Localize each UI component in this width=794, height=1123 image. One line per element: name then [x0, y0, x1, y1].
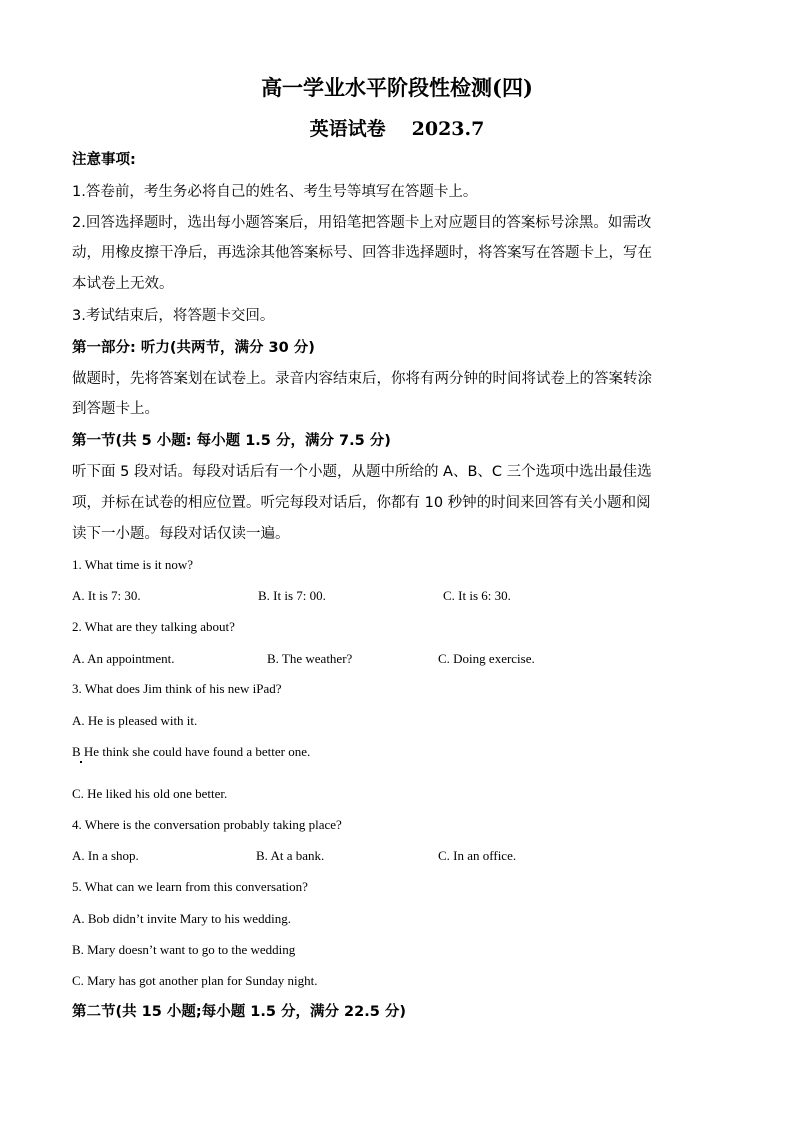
section1-instruction-line-1: 听下面 5 段对话。每段对话后有一个小题，从题中所给的 A、B、C 三个选项中选出最佳选: [72, 464, 652, 480]
notes-item-2-line-1: 2.回答选择题时，选出每小题答案后，用铅笔把答题卡上对应题目的答案标号涂黑。如需改: [72, 215, 652, 231]
q5-option-a: A. Bob didn’t invite Mary to his wedding.: [72, 911, 291, 926]
notes-item-3: 3.考试结束后，将答题卡交回。: [72, 308, 275, 324]
q3-option-c: C. He liked his old one better.: [72, 786, 228, 801]
q2-option-a: A. An appointment.: [72, 651, 175, 666]
notes-item-2-line-3: 本试卷上无效。: [72, 276, 174, 292]
notes-item-1: 1.答卷前，考生务必将自己的姓名、考生号等填写在答题卡上。: [72, 184, 478, 200]
section1-heading: 第一节(共 5 小题: 每小题 1.5 分，满分 7.5 分): [72, 433, 391, 449]
q2-option-c: C. Doing exercise.: [438, 651, 535, 666]
part1-instruction-line-2: 到答题卡上。: [72, 401, 159, 417]
section1-instruction-line-3: 读下一小题。每段对话仅读一遍。: [72, 526, 290, 542]
notes-heading: 注意事项:: [72, 152, 136, 168]
q4-option-c: C. In an office.: [438, 848, 517, 863]
question-3: 3. What does Jim think of his new iPad?: [72, 681, 282, 696]
part1-instruction-line-1: 做题时，先将答案划在试卷上。录音内容结束后，你将有两分钟的时间将试卷上的答案转涂: [72, 371, 652, 387]
notes-item-2-line-2: 动，用橡皮擦干净后，再选涂其他答案标号、回答非选择题时，将答案写在答题卡上，写在: [72, 245, 652, 261]
q3-option-a: A. He is pleased with it.: [72, 713, 198, 728]
q1-option-b: B. It is 7: 00.: [258, 588, 326, 603]
question-2: 2. What are they talking about?: [72, 619, 235, 634]
q2-option-b: B. The weather?: [267, 651, 353, 666]
q4-option-b: B. At a bank.: [256, 848, 325, 863]
question-1: 1. What time is it now?: [72, 557, 194, 572]
q5-option-c: C. Mary has got another plan for Sunday night.: [72, 973, 318, 988]
part1-heading: 第一部分: 听力(共两节，满分 30 分): [72, 340, 315, 356]
question-4: 4. Where is the conversation probably taking place?: [72, 817, 342, 832]
stray-mark: [80, 761, 82, 763]
exam-date: 2023.7: [411, 118, 485, 140]
q1-option-a: A. It is 7: 30.: [72, 588, 141, 603]
q3-option-b: B He think she could have found a better one.: [72, 744, 311, 759]
q5-option-b: B. Mary doesn’t want to go to the wedding: [72, 942, 296, 957]
subject-label: 英语试卷: [309, 118, 386, 140]
section2-heading: 第二节(共 15 小题;每小题 1.5 分，满分 22.5 分): [72, 1004, 406, 1020]
question-5: 5. What can we learn from this conversation?: [72, 879, 308, 894]
page-subtitle: [0, 114, 794, 141]
page-title: 高一学业水平阶段性检测(四): [261, 75, 533, 100]
q1-option-c: C. It is 6: 30.: [443, 588, 511, 603]
q4-option-a: A. In a shop.: [72, 848, 139, 863]
section1-instruction-line-2: 项，并标在试卷的相应位置。听完每段对话后，你都有 10 秒钟的时间来回答有关小题和阅: [72, 495, 651, 511]
